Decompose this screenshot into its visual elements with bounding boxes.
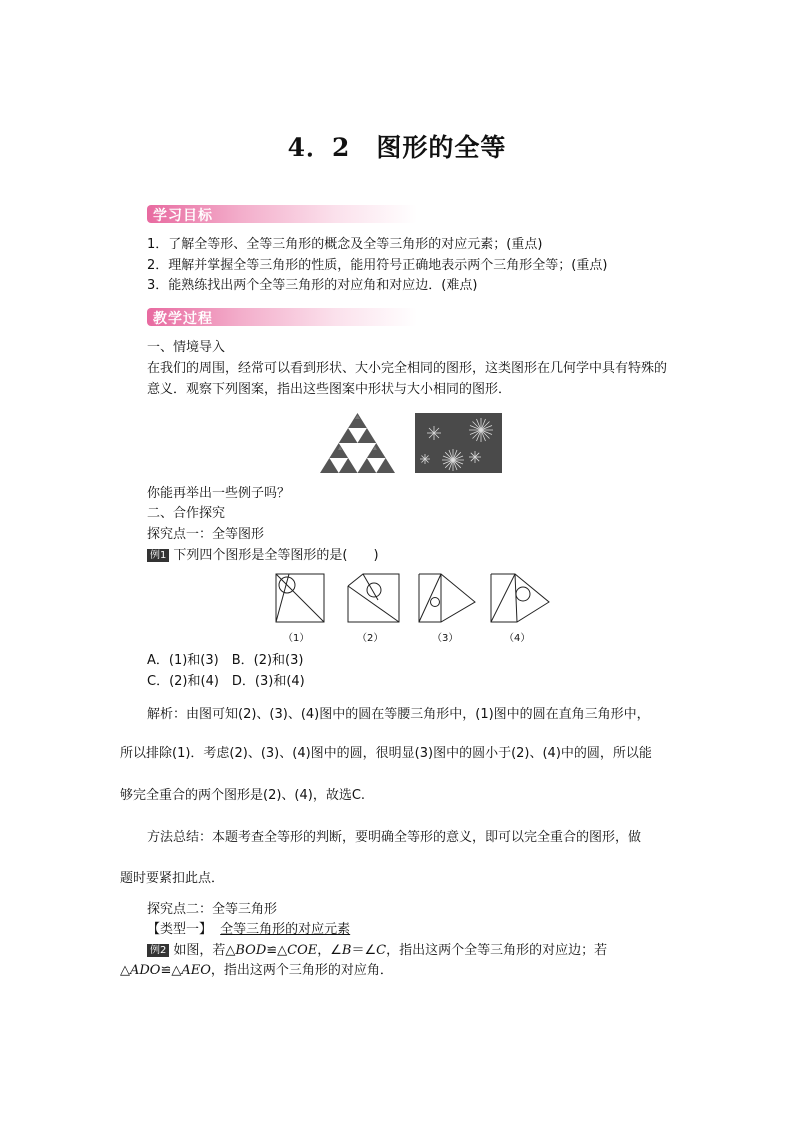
flower-pattern-image xyxy=(415,413,502,473)
section-banner-process xyxy=(147,308,417,326)
math-var: ADO xyxy=(130,963,161,978)
type-heading xyxy=(147,921,350,939)
math-var: COE xyxy=(287,943,318,958)
explore-point-heading: 探究点二：全等三角形 xyxy=(147,902,278,917)
text-span: 如图，若△ xyxy=(173,943,236,958)
question-text: 你能再举出一些例子吗？ xyxy=(147,486,291,501)
math-var: AEO xyxy=(181,963,211,978)
goal-item: 1．了解全等形、全等三角形的概念及全等三角形的对应元素；(重点) xyxy=(147,237,543,252)
analysis-line: 所以排除(1)．考虑(2)、(3)、(4)图中的圆，很明显(3)图中的圆小于(2)、(4)中的圆，所以能 xyxy=(120,746,652,761)
sierpinski-pattern-image xyxy=(320,413,395,473)
banner-label: 教学过程 xyxy=(153,311,213,327)
example-2-line xyxy=(147,942,607,960)
explore-point-heading: 探究点一：全等图形 xyxy=(147,527,265,542)
answer-options: A．(1)和(3) B．(2)和(3) xyxy=(147,653,304,668)
method-summary-line: 题时要紧扣此点． xyxy=(120,871,225,886)
text-span: ≌△ xyxy=(160,963,182,978)
example-2-line xyxy=(120,962,393,980)
analysis-line: 解析：由图可知(2)、(3)、(4)图中的圆在等腰三角形中，(1)图中的圆在直角三角形中， xyxy=(147,707,650,722)
math-var: C xyxy=(376,943,387,958)
text-span: ，指出这两个全等三角形的对应边；若 xyxy=(386,943,608,958)
page-title: 4．2 图形的全等 xyxy=(287,133,507,162)
figure-label: （4） xyxy=(504,633,531,644)
text-span: ≌△ xyxy=(266,943,288,958)
text-span: ，∠ xyxy=(317,943,342,958)
analysis-line: 够完全重合的两个图形是(2)、(4)，故选C. xyxy=(120,788,366,803)
type-bracket: 【类型一】 xyxy=(147,922,213,937)
figure-label: （1） xyxy=(283,633,310,644)
section-heading: 一、情境导入 xyxy=(147,340,226,355)
answer-options: C．(2)和(4) D．(3)和(4) xyxy=(147,674,305,689)
example-1-figures xyxy=(273,572,553,628)
example-badge: 例2 xyxy=(147,944,169,957)
math-var: BOD xyxy=(235,943,267,958)
figure-label: （2） xyxy=(357,633,384,644)
example-1-question xyxy=(147,547,379,565)
example-badge: 例1 xyxy=(147,549,169,562)
goal-item: 2．理解并掌握全等三角形的性质，能用符号正确地表示两个三角形全等；(重点) xyxy=(147,258,608,273)
math-var: B xyxy=(341,943,352,958)
goal-item: 3．能熟练找出两个全等三角形的对应角和对应边．(难点) xyxy=(147,278,478,293)
text-span: △ xyxy=(120,963,130,978)
text-span: ，指出这两个三角形的对应角． xyxy=(210,963,393,978)
method-summary-line: 方法总结：本题考查全等形的判断，要明确全等形的意义，即可以完全重合的图形，做 xyxy=(147,830,642,845)
type-title: 全等三角形的对应元素 xyxy=(220,922,351,937)
banner-label: 学习目标 xyxy=(153,208,213,224)
text-span: ＝∠ xyxy=(351,943,377,958)
example-text: 下列四个图形是全等图形的是( ) xyxy=(173,548,379,563)
section-banner-goals xyxy=(147,205,417,223)
figure-label: （3） xyxy=(432,633,459,644)
intro-paragraph: 在我们的周围，经常可以看到形状、大小完全相同的图形，这类图形在几何学中具有特殊的意义．观察下列图案，指出这些图案中形状与大小相同的图形． xyxy=(147,361,668,397)
section-heading: 二、合作探究 xyxy=(147,506,226,521)
